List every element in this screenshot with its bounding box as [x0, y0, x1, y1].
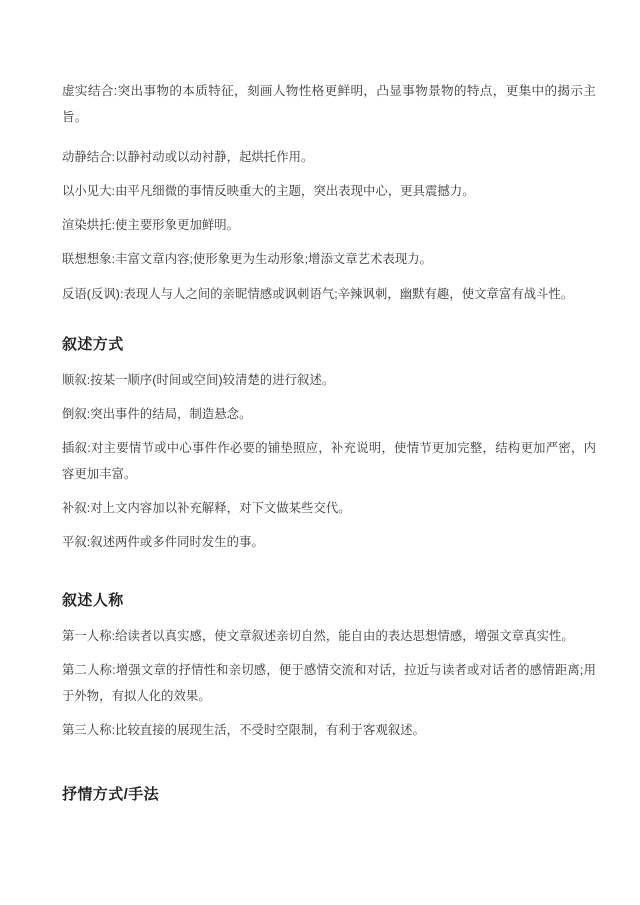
paragraph-dongjing-jiehe: 动静结合:以静衬动或以动衬静，起烘托作用。 — [62, 149, 314, 164]
paragraph-lianxiang-xiangxiang: 联想想象:丰富文章内容;使形象更为生动形象;增添文章艺术表现力。 — [62, 252, 433, 267]
paragraph-second-person: 第二人称:增强文章的抒情性和亲切感，便于感情交流和对话，拉近与读者或对话者的感情距离;用于外物，有拟人化的效果。 — [62, 663, 596, 703]
paragraph-buxu: 补叙:对上文内容加以补充解释，对下文做某些交代。 — [62, 500, 351, 515]
intro-block — [62, 78, 596, 307]
paragraph-chaxu: 插叙:对主要情节或中心事件作必要的铺垫照应，补充说明，使情节更加完整，结构更加严密，内容更加丰富。 — [62, 441, 596, 481]
paragraph-daoxu: 倒叙:突出事件的结局，制造悬念。 — [62, 407, 252, 422]
paragraph-pingxu: 平叙:叙述两件或多件同时发生的事。 — [62, 534, 264, 549]
paragraph-first-person: 第一人称:给读者以真实感，使文章叙述亲切自然，能自由的表达思想情感，增强文章真实性。 — [62, 629, 574, 644]
paragraph-yixiaojianda: 以小见大:由平凡细微的事情反映重大的主题，突出表现中心，更具震撼力。 — [62, 184, 475, 199]
section-heading-narrative-person: 叙述人称 — [62, 592, 124, 610]
paragraph-xuanran-hongtuo: 渲染烘托:使主要形象更加鲜明。 — [62, 218, 240, 233]
section-heading-lyrical-methods: 抒情方式/手法 — [62, 785, 159, 803]
paragraph-fanyu-fanfeng: 反语(反讽):表现人与人之间的亲昵情感或讽刺语气;辛辣讽刺，幽默有趣，使文章富有战斗性。 — [62, 286, 574, 301]
section-narrative-methods — [62, 333, 596, 555]
section-lyrical-methods — [62, 783, 596, 804]
paragraph-shunxu: 顺叙:按某一顺序(时间或空间)较清楚的进行叙述。 — [62, 372, 335, 387]
section-heading-narrative-methods: 叙述方式 — [62, 335, 124, 353]
paragraph-xushi-jiehe: 虚实结合:突出事物的本质特征，刻画人物性格更鲜明，凸显事物景物的特点，更集中的揭示主旨。 — [62, 84, 596, 125]
section-narrative-person — [62, 589, 596, 743]
paragraph-third-person: 第三人称:比较直接的展现生活，不受时空限制，有利于客观叙述。 — [62, 722, 426, 737]
